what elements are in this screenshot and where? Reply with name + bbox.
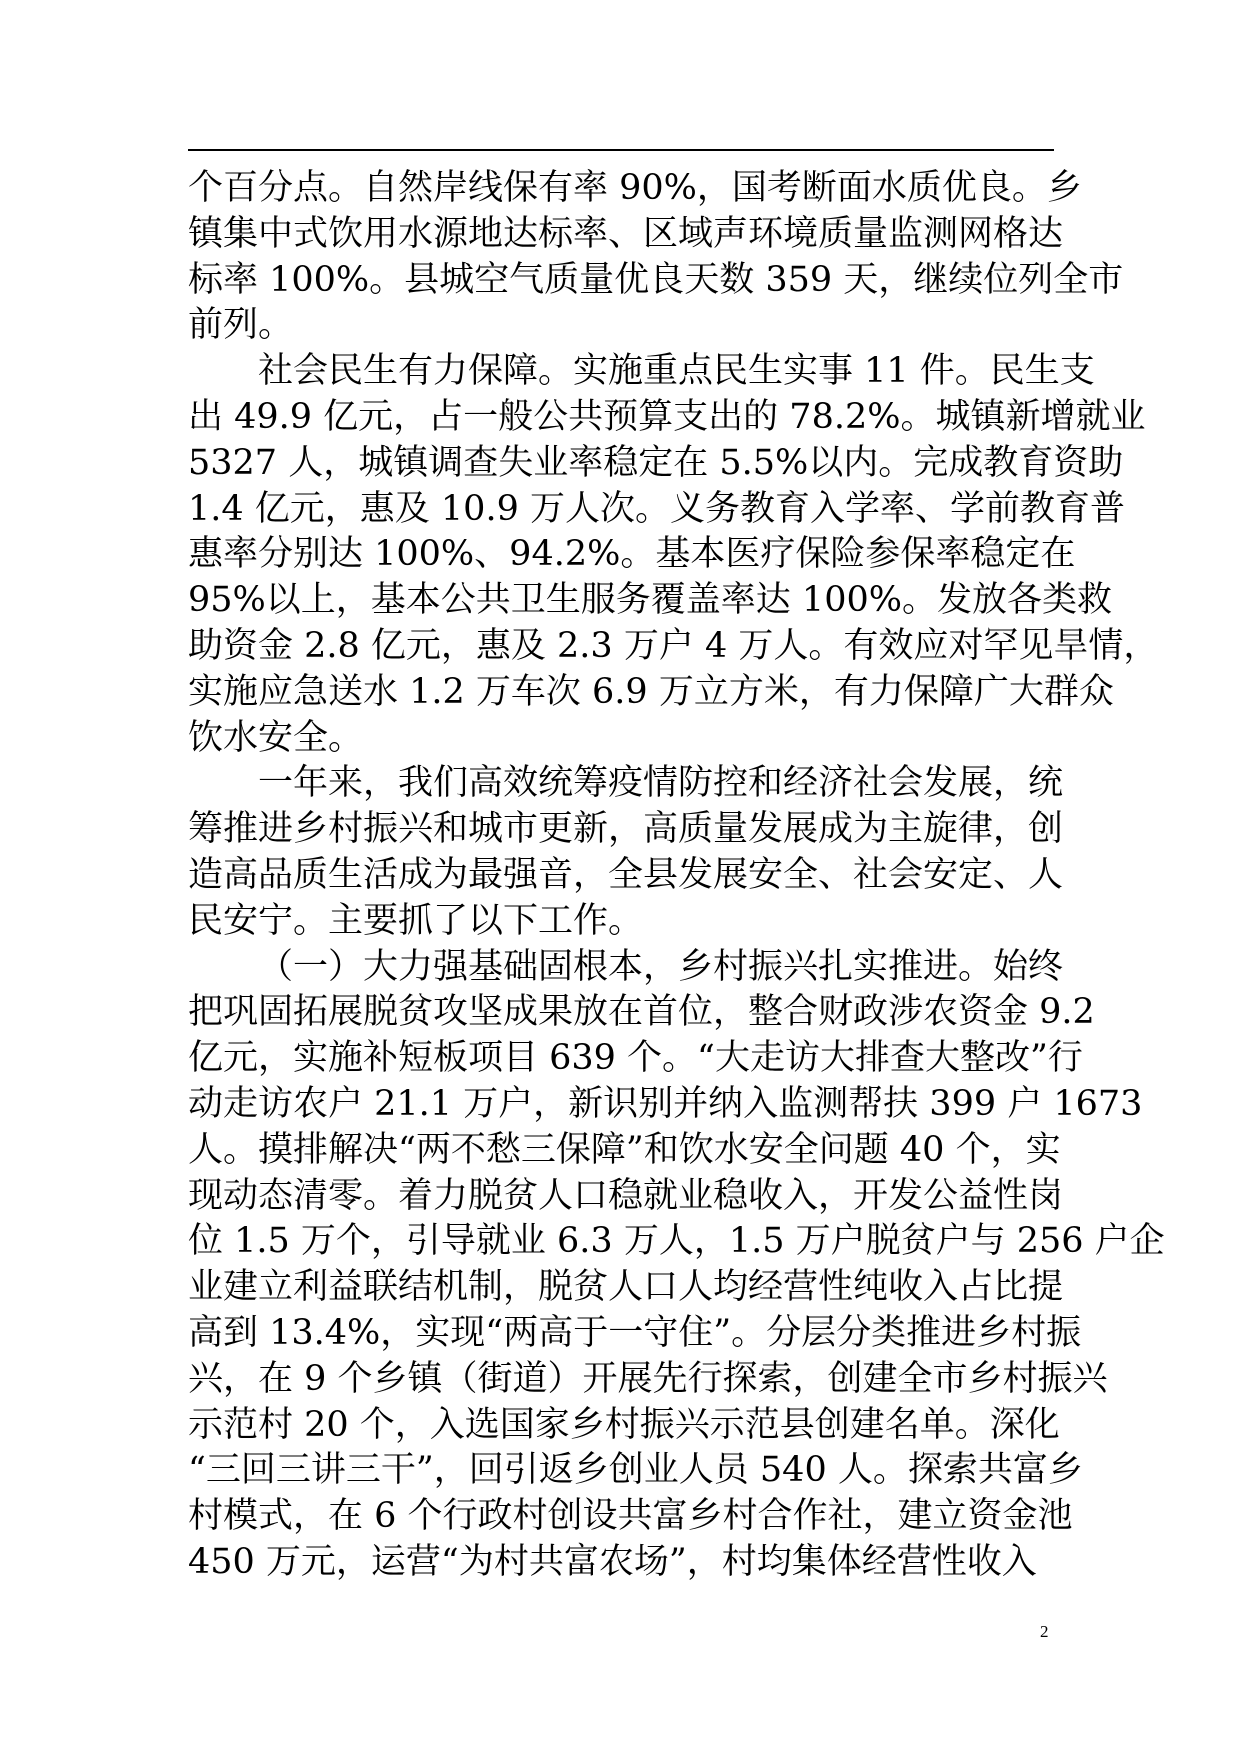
text-line: 镇集中式饮用水源地达标率、区域声环境质量监测网格达 — [188, 213, 1064, 254]
paragraph-first-line: 社会民生有力保障。实施重点民生实事 11 件。民生支 — [258, 351, 1095, 392]
text-line: 1.4 亿元，惠及 10.9 万人次。义务教育入学率、学前教育普 — [188, 488, 1125, 529]
text-line: 现动态清零。着力脱贫人口稳就业稳收入，开发公益性岗 — [188, 1175, 1064, 1216]
text-line: 把巩固拓展脱贫攻坚成果放在首位，整合财政涉农资金 9.2 — [188, 992, 1095, 1033]
header-rule — [188, 149, 1054, 151]
text-line: 亿元，实施补短板项目 639 个。“大走访大排查大整改”行 — [188, 1038, 1083, 1079]
paragraph-first-line: （一）大力强基础固根本，乡村振兴扎实推进。始终 — [258, 946, 1064, 987]
text-line: 助资金 2.8 亿元，惠及 2.3 万户 4 万人。有效应对罕见旱情， — [188, 625, 1159, 666]
text-line: 标率 100%。县城空气质量优良天数 359 天，继续位列全市 — [188, 259, 1124, 300]
text-line: “三回三讲三干”，回引返乡创业人员 540 人。探索共富乡 — [188, 1450, 1083, 1491]
text-line: 出 49.9 亿元，占一般公共预算支出的 78.2%。城镇新增就业 — [188, 396, 1146, 437]
document-body — [188, 166, 1165, 1586]
text-line: 业建立利益联结机制，脱贫人口人均经营性纯收入占比提 — [188, 1267, 1064, 1308]
text-line: 人。摸排解决“两不愁三保障”和饮水安全问题 40 个，实 — [188, 1129, 1061, 1170]
text-line: 5327 人，城镇调查失业率稳定在 5.5%以内。完成教育资助 — [188, 442, 1124, 483]
page-number: 2 — [1040, 1622, 1049, 1641]
text-line: 个百分点。自然岸线保有率 90%，国考断面水质优良。乡 — [188, 168, 1082, 208]
text-line: 造高品质生活成为最强音，全县发展安全、社会安定、人 — [188, 854, 1064, 895]
text-line: 兴，在 9 个乡镇（街道）开展先行探索，创建全市乡村振兴 — [188, 1358, 1108, 1399]
text-line: 实施应急送水 1.2 万车次 6.9 万立方米，有力保障广大群众 — [188, 671, 1114, 712]
text-line: 位 1.5 万个，引导就业 6.3 万人，1.5 万户脱贫户与 256 户企 — [188, 1221, 1165, 1262]
text-line: 村模式，在 6 个行政村创设共富乡村合作社，建立资金池 — [188, 1496, 1073, 1537]
text-line: 450 万元，运营“为村共富农场”，村均集体经营性收入 — [188, 1541, 1037, 1582]
text-line: 示范村 20 个，入选国家乡村振兴示范县创建名单。深化 — [188, 1404, 1060, 1445]
text-line: 惠率分别达 100%、94.2%。基本医疗保险参保率稳定在 — [188, 534, 1076, 575]
text-line: 民安宁。主要抓了以下工作。 — [188, 900, 644, 941]
text-line: 高到 13.4%，实现“两高于一守住”。分层分类推进乡村振 — [188, 1312, 1082, 1353]
paragraph-first-line: 一年来，我们高效统筹疫情防控和经济社会发展，统 — [258, 763, 1064, 804]
text-line: 动走访农户 21.1 万户，新识别并纳入监测帮扶 399 户 1673 — [188, 1083, 1143, 1124]
text-line: 饮水安全。 — [188, 717, 364, 758]
text-line: 95%以上，基本公共卫生服务覆盖率达 100%。发放各类救 — [188, 580, 1112, 621]
text-line: 前列。 — [188, 305, 294, 346]
text-line: 筹推进乡村振兴和城市更新，高质量发展成为主旋律，创 — [188, 809, 1064, 850]
